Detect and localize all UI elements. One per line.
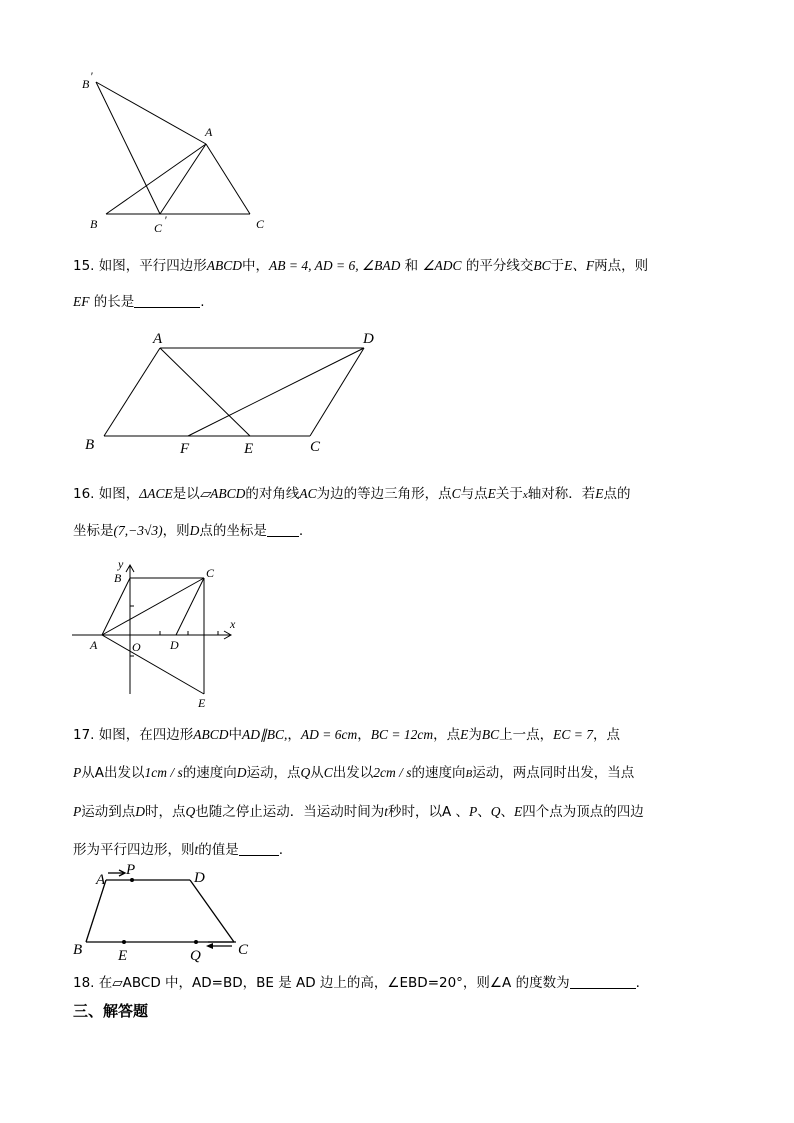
figure-q16-coordinate	[68, 556, 248, 711]
answer-blank	[267, 522, 299, 537]
point-e	[122, 940, 126, 944]
section-heading: 三、解答题	[73, 1002, 149, 1020]
question-18: 18. 在▱ABCD 中，AD=BD，BE 是 AD 边上的高，∠EBD=20°，则∠A 的度数为 .	[73, 975, 640, 991]
segment-a-e	[102, 635, 204, 694]
segment-a-b	[102, 578, 130, 635]
figure-q15-parallelogram	[80, 325, 390, 460]
label-a: A	[205, 125, 213, 139]
bisector-a-e	[160, 348, 250, 436]
label-c: C	[256, 217, 265, 231]
prime-mark-c: '	[164, 213, 167, 227]
label-bprime: B	[82, 77, 90, 91]
label-y: y	[118, 557, 124, 571]
segment-a-c	[206, 144, 250, 214]
question-17: 17. 如图，在四边形ABCD中AD∥BC,，AD = 6cm，BC = 12cm，点E为BC上一点，EC = 7，点 P从A出发以1cm / s的速度向D运动，点Q从C出发以2cm / s的速度向B运动，两点同时出发，当点 P运动到点D时，点Q也随之停止运动．当运动时间为t秒时，以A 、P、Q、E四个点为顶点的四边 形为平行四边形，则t的值是 .	[73, 727, 644, 858]
answer-blank	[570, 974, 636, 989]
segment-a-c	[102, 578, 204, 635]
bisector-d-f	[188, 348, 364, 436]
label-c: C	[238, 942, 249, 958]
segment-bprime-cprime	[96, 82, 160, 214]
segment-d-c	[176, 578, 204, 635]
label-e: E	[118, 948, 128, 964]
label-c: C	[206, 566, 215, 580]
label-b: B	[114, 571, 122, 585]
label-b: B	[73, 942, 83, 958]
label-d: D	[363, 331, 374, 347]
segment-a-cprime	[160, 144, 206, 214]
label-o: O	[132, 640, 141, 654]
figure-q17-trapezoid	[70, 862, 260, 964]
segment-d-c	[190, 880, 234, 942]
question-16: 16. 如图，ΔACE是以▱ABCD的对角线AC为边的等边三角形，点C与点E关于x轴对称．若E点的 坐标是(7,−3√3)，则D点的坐标是 .	[73, 486, 631, 539]
segment-a-b	[86, 880, 106, 942]
point-q	[194, 940, 198, 944]
figure-q14	[70, 70, 290, 235]
label-d: D	[170, 638, 179, 652]
label-a: A	[96, 872, 106, 888]
label-q: Q	[190, 948, 201, 964]
label-e: E	[198, 696, 206, 710]
answer-blank	[239, 841, 279, 856]
label-x: x	[230, 617, 236, 631]
label-cprime: C	[154, 221, 163, 235]
segment-a-b	[104, 348, 160, 436]
label-b: B	[85, 437, 95, 453]
question-15: 15. 如图，平行四边形ABCD中，AB = 4, AD = 6, ∠BAD 和 ∠ADC 的平分线交BC于E、F两点，则 EF 的长是 .	[73, 258, 649, 310]
segment-bprime-a	[96, 82, 206, 144]
label-a: A	[153, 331, 163, 347]
arrow-q-head	[206, 943, 213, 949]
label-c: C	[310, 439, 321, 455]
segment-b-a	[106, 144, 206, 214]
answer-blank	[134, 293, 200, 308]
label-f: F	[180, 441, 190, 457]
label-e: E	[244, 441, 254, 457]
label-d: D	[194, 870, 205, 886]
label-b: B	[90, 217, 98, 231]
label-a: A	[90, 638, 98, 652]
label-p: P	[126, 862, 136, 878]
prime-mark: '	[90, 70, 93, 83]
point-p	[130, 878, 134, 882]
